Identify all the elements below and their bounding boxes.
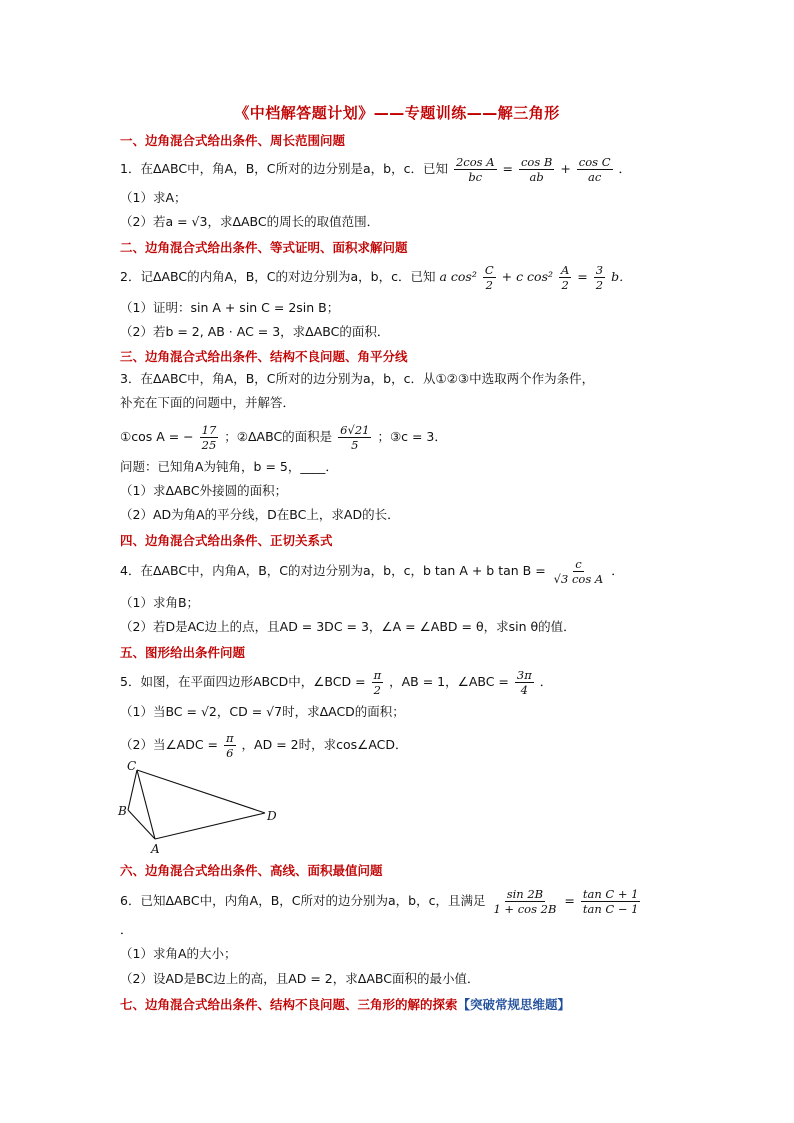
problem-3-question-1: （1）求ΔABC外接圆的面积； bbox=[120, 483, 288, 498]
section-heading-2: 二、边角混合式给出条件、等式证明、面积求解问题 bbox=[120, 240, 408, 255]
edge-da bbox=[155, 813, 265, 839]
problem-1-text: 1．在ΔABC中，角A，B，C所对的边分别是a，b，c．已知 bbox=[120, 161, 448, 176]
section-heading-4: 四、边角混合式给出条件、正切关系式 bbox=[120, 533, 333, 548]
problem-4-stem: 4．在ΔABC中，内角A，B，C的对边分别为a，b，c，b tan A + b tan B = $\frac{c}{\text{√3 cos A}}$ ． bbox=[120, 557, 624, 586]
vertex-label-d: D bbox=[267, 809, 277, 823]
section-heading-5: 五、图形给出条件问题 bbox=[120, 645, 246, 660]
vertex-label-a: A bbox=[151, 842, 160, 855]
fraction: $\frac{17}{25}$ bbox=[201, 423, 217, 452]
fraction: $\frac{\sin 2B}{1 + \cos 2B}$ bbox=[493, 887, 557, 916]
problem-2-question-2: （2）若b = 2, AB · AC = 3，求ΔABC的面积． bbox=[120, 324, 390, 339]
vertex-label-b: B bbox=[118, 804, 127, 818]
problem-6-question-1: （1）求角A的大小； bbox=[120, 946, 237, 961]
problem-1-question-1: （1）求A； bbox=[120, 190, 187, 205]
problem-5-stem: 5．如图，在平面四边形ABCD中，∠BCD = $\frac{\pi}{2}$ ，AB = 1，∠ABC = $\frac{3\pi}{4}$ ． bbox=[120, 668, 553, 697]
fraction: $\frac{c}{\text{√3 cos A}}$ bbox=[553, 557, 604, 586]
problem-6-stem: 6．已知ΔABC中，内角A，B，C所对的边分别为a，b，c，且满足 $\frac{\sin 2B}{1 + \cos 2B}$ = $\frac{\text{tan C + 1}}{\text{tan C − 1}}$ bbox=[120, 887, 639, 916]
problem-1-stem: 1．在ΔABC中，角A，B，C所对的边分别是a，b，c．已知 $\frac{\text{2cos A}}{bc}$ = $\frac{\text{cos B}}{ab}$ + $\frac{\text{cos C}}{ac}$ ． bbox=[120, 155, 632, 184]
problem-4-question-2: （2）若D是AC边上的点，且AD = 3DC = 3，∠A = ∠ABD = θ，求sin θ的值． bbox=[120, 619, 576, 634]
problem-3-question-2: （2）AD为角A的平分线，D在BC上，求AD的长． bbox=[120, 507, 400, 522]
fraction: $\frac{6√21}{5}$ bbox=[340, 423, 370, 452]
vertex-label-c: C bbox=[127, 760, 137, 773]
problem-2-question-1: （1）证明：sin A + sin C = 2sin B； bbox=[120, 300, 340, 315]
fraction: $\frac{\text{cos B}}{ab}$ bbox=[520, 155, 553, 184]
fraction: $\frac{A}{2}$ bbox=[560, 263, 570, 292]
problem-3-stem-2: 补充在下面的问题中，并解答． bbox=[120, 395, 296, 410]
problem-6-dot: ． bbox=[120, 922, 133, 937]
problem-3-conditions: ①cos A = − $\frac{17}{25}$ ；②ΔABC的面积是 $\frac{6√21}{5}$ ；③c = 3． bbox=[120, 423, 447, 452]
fraction: $\frac{\text{cos C}}{ac}$ bbox=[578, 155, 611, 184]
problem-5-question-1: （1）当BC = √2，CD = √7时，求ΔACD的面积； bbox=[120, 704, 405, 719]
fraction: $\frac{\pi}{2}$ bbox=[373, 668, 382, 697]
problem-3-question: 问题：已知角A为钝角，b = 5，____． bbox=[120, 459, 338, 474]
fraction: $\frac{C}{2}$ bbox=[484, 263, 494, 292]
section-heading-6: 六、边角混合式给出条件、高线、面积最值问题 bbox=[120, 863, 383, 878]
section-heading-1: 一、边角混合式给出条件、周长范围问题 bbox=[120, 133, 346, 148]
edge-cd bbox=[137, 770, 265, 813]
fraction: $\frac{3\pi}{4}$ bbox=[516, 668, 532, 697]
fraction: $\frac{\text{2cos A}}{bc}$ bbox=[455, 155, 495, 184]
problem-2-stem: 2．记ΔABC的内角A，B，C的对边分别为a，b，c．已知 a cos² $\frac{C}{2}$ + c cos² $\frac{A}{2}$ = $\frac{3}{2}$ b． bbox=[120, 263, 632, 292]
problem-3-stem: 3．在ΔABC中，角A，B，C所对的边分别为a，b，c．从①②③中选取两个作为条件， bbox=[120, 371, 595, 386]
fraction: $\frac{\pi}{6}$ bbox=[226, 731, 234, 760]
problem-6-question-2: （2）设AD是BC边上的高，且AD = 2，求ΔABC面积的最小值． bbox=[120, 971, 480, 986]
problem-4-question-1: （1）求角B； bbox=[120, 595, 200, 610]
problem-1-question-2: （2）若a = √3，求ΔABC的周长的取值范围． bbox=[120, 214, 380, 229]
page-title: 《中档解答题计划》——专题训练——解三角形 bbox=[234, 104, 560, 122]
section-tag: 【突破常规思维题】 bbox=[457, 997, 571, 1012]
section-heading-7: 七、边角混合式给出条件、结构不良问题、三角形的解的探索【突破常规思维题】 bbox=[120, 997, 571, 1012]
fraction: $\frac{3}{2}$ bbox=[595, 263, 604, 292]
section-heading-3: 三、边角混合式给出条件、结构不良问题、角平分线 bbox=[120, 349, 408, 364]
problem-5-question-2: （2）当∠ADC = $\frac{\pi}{6}$ ，AD = 2时，求cos∠ACD． bbox=[120, 731, 408, 760]
edge-bc bbox=[128, 770, 137, 810]
fraction: $\frac{\text{tan C + 1}}{\text{tan C − 1}}$ bbox=[582, 887, 639, 916]
quadrilateral-figure bbox=[115, 760, 285, 855]
